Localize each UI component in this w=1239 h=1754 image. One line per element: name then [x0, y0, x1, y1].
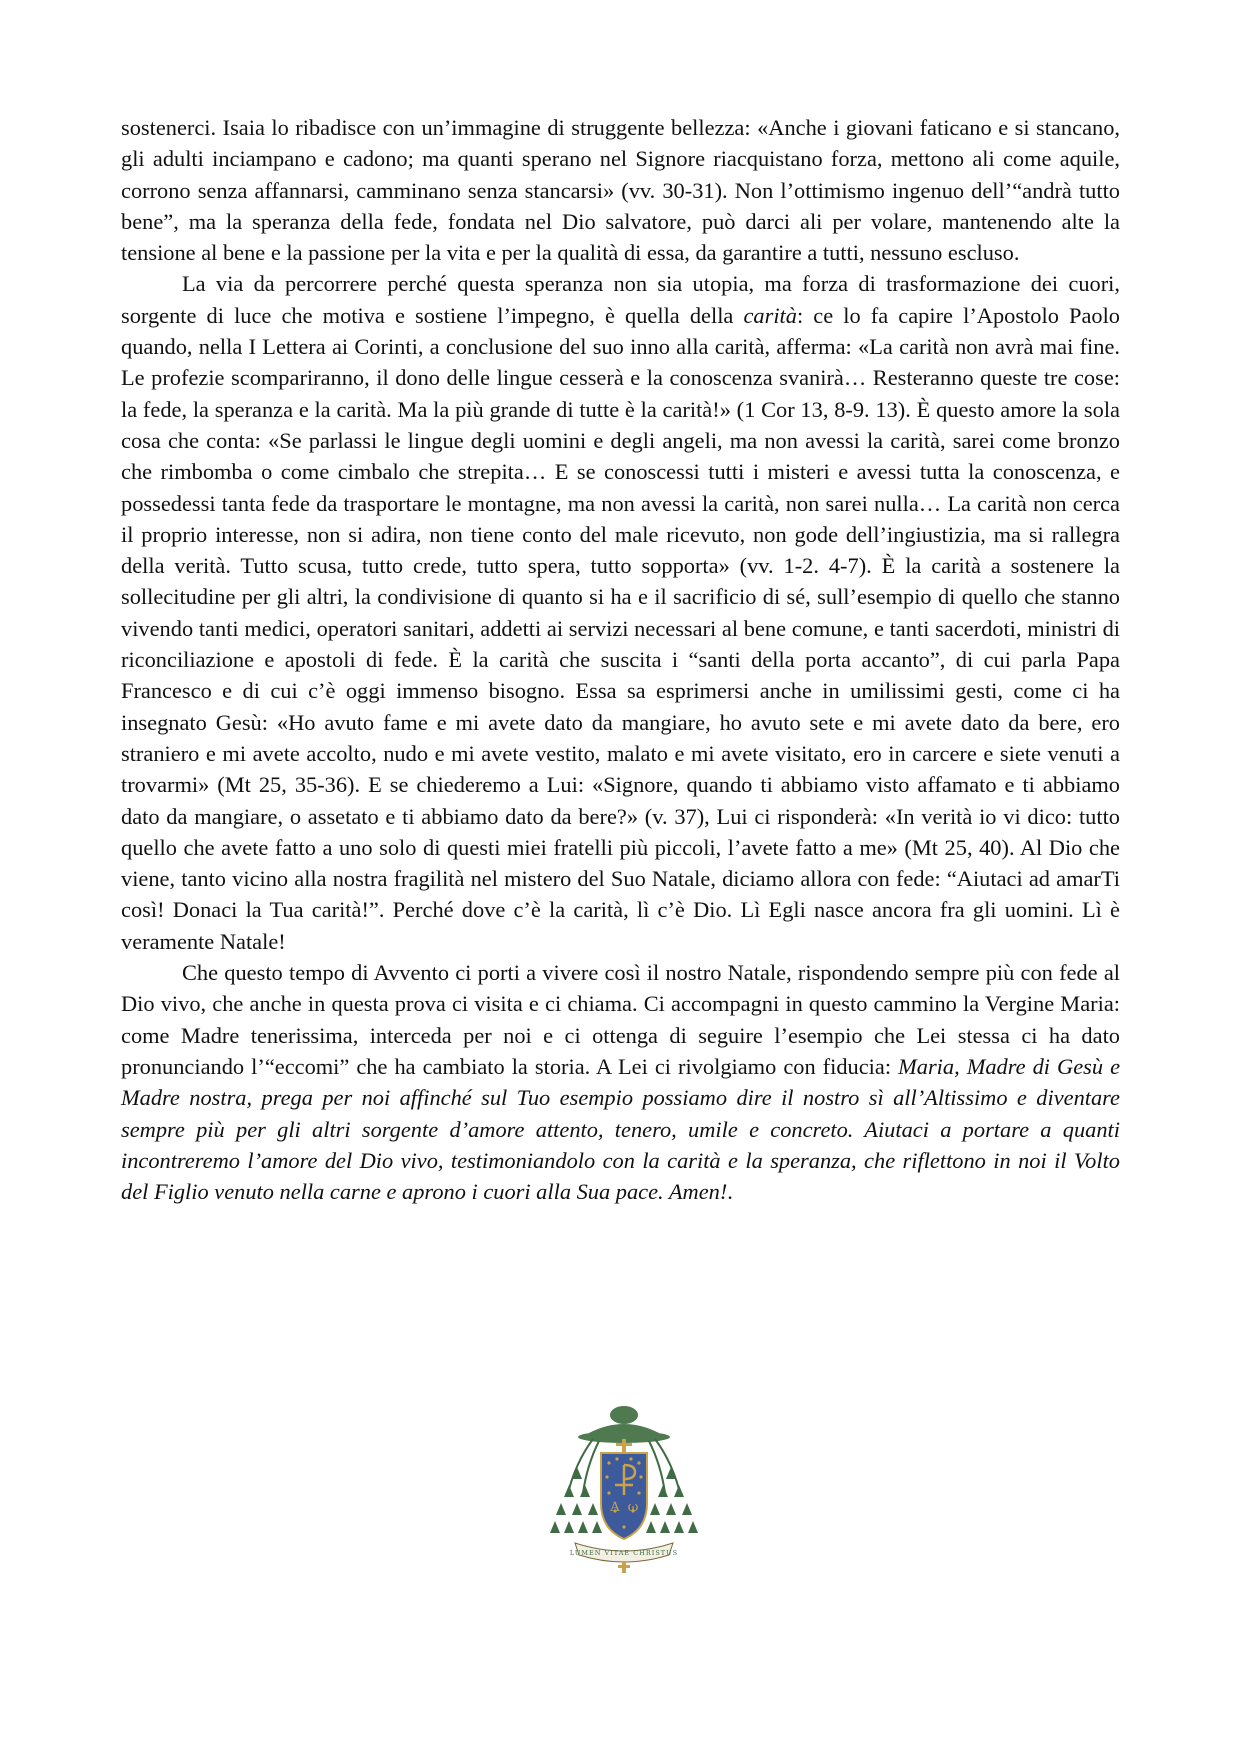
coat-of-arms-icon	[545, 1393, 703, 1575]
paragraph-1-text: sostenerci. Isaia lo ribadisce con un’immagine di struggente bellezza: «Anche i giovani faticano e si stancano, gli adulti inciampano e cadono; ma quanti sperano nel Signore riacquistano forza, mettono ali come aquile, corrono senza affannarsi, camminano senza stancarsi» (vv. 30-31). Non l’ottimismo ingenuo dell’“andrà tutto bene”, ma la speranza della fede, fondata nel Dio salvatore, può darci ali per volare, mantenendo alte la tensione al bene e la passione per la vita e per la qualità di essa, da garantire a tutti, nessuno escluso.	[121, 115, 1120, 266]
episcopal-coat-of-arms	[545, 1393, 703, 1575]
paragraph-3-text-a: Che questo tempo di Avvento ci porti a vivere così il nostro Natale, rispondendo sempre più con fede al Dio vivo, che anche in questa prova ci visita e ci chiama. Ci accompagni in questo cammino la Vergine Maria: come Madre tenerissima, interceda per noi e ci ottenga di seguire l’esempio che Lei stessa ci ha dato pronunciando l’“eccomi” che ha cambiato la storia. A Lei ci rivolgiamo con fiducia:	[121, 960, 1120, 1079]
svg-text:LUMEN VITAE CHRISTUS: LUMEN VITAE CHRISTUS	[569, 1549, 679, 1557]
paragraph-2-text-a: La via da percorrere perché questa speranza non sia utopia, ma forza di trasformazione dei cuori, sorgente di luce che motiva e sostiene l’impegno, è quella della	[121, 271, 1120, 328]
paragraph-2	[121, 268, 1120, 957]
document-page	[121, 112, 1120, 1207]
svg-text:ω: ω	[627, 1500, 639, 1515]
svg-text:A: A	[610, 1500, 620, 1515]
paragraph-3-end: .	[727, 1179, 733, 1205]
paragraph-2-text-b: : ce lo fa capire l’Apostolo Paolo quando, nella I Lettera ai Corinti, a conclusione del suo inno alla carità, afferma: «La carità non avrà mai fine. Le profezie scompariranno, il dono delle lingue cesserà e la conoscenza svanirà… Resteranno queste tre cose: la fede, la speranza e la carità. Ma la più grande di tutte è la carità!» (1 Cor 13, 8-9. 13). È questo amore la sola cosa che conta: «Se parlassi le lingue degli uomini e degli angeli, ma non avessi la carità, sarei come bronzo che rimbomba o come cimbalo che strepita… E se conoscessi tutti i misteri e avessi tutta la conoscenza, e possedessi tanta fede da trasportare le montagne, ma non avessi la carità, non sarei nulla… La carità non cerca il proprio interesse, non si adira, non tiene conto del male ricevuto, non gode dell’ingiustizia, ma si rallegra della verità. Tutto scusa, tutto crede, tutto spera, tutto sopporta» (vv. 1-2. 4-7). È la carità a sostenere la sollecitudine per gli altri, la condivisione di quanto si ha e il sacrificio di sé, sull’esempio di quello che stanno vivendo tanti medici, operatori sanitari, addetti ai servizi necessari al bene comune, e tanti sacerdoti, ministri di riconciliazione e apostoli di fede. È la carità che suscita i “santi della porta accanto”, di cui parla Papa Francesco e di cui c’è oggi immenso bisogno. Essa sa esprimersi anche in umilissimi gesti, come ci ha insegnato Gesù: «Ho avuto fame e mi avete dato da mangiare, ho avuto sete e mi avete dato da bere, ero straniero e mi avete accolto, nudo e mi avete vestito, malato e mi avete visitato, ero in carcere e siete venuti a trovarmi» (Mt 25, 35-36). E se chiederemo a Lui: «Signore, quando ti abbiamo visto affamato e ti abbiamo dato da mangiare, o assetato e ti abbiamo dato da bere?» (v. 37), Lui ci risponderà: «In verità io vi dico: tutto quello che avete fatto a uno solo di questi miei fratelli più piccoli, l’avete fatto a me» (Mt 25, 40). Al Dio che viene, tanto vicino alla nostra fragilità nel mistero del Suo Natale, diciamo allora con fede: “Aiutaci ad amarTi così! Donaci la Tua carità!”. Perché dove c’è la carità, lì c’è Dio. Lì Egli nasce ancora fra gli uomini. Lì è veramente Natale!	[121, 302, 1121, 954]
paragraph-1	[121, 112, 1120, 268]
paragraph-3-prayer: Maria, Madre di Gesù e Madre nostra, prega per noi affinché sul Tuo esempio possiamo dire il nostro sì all’Altissimo e diventare sempre più per gli altri sorgente d’amore attento, tenero, umile e concreto. Aiutaci a portare a quanti incontreremo l’amore del Dio vivo, testimoniandolo con la carità e la speranza, che riflettono in noi il Volto del Figlio venuto nella carne e aprono i cuori alla Sua pace. Amen!	[121, 1053, 1121, 1205]
paragraph-3	[121, 957, 1120, 1207]
paragraph-2-italic-carita: carità	[743, 302, 797, 328]
